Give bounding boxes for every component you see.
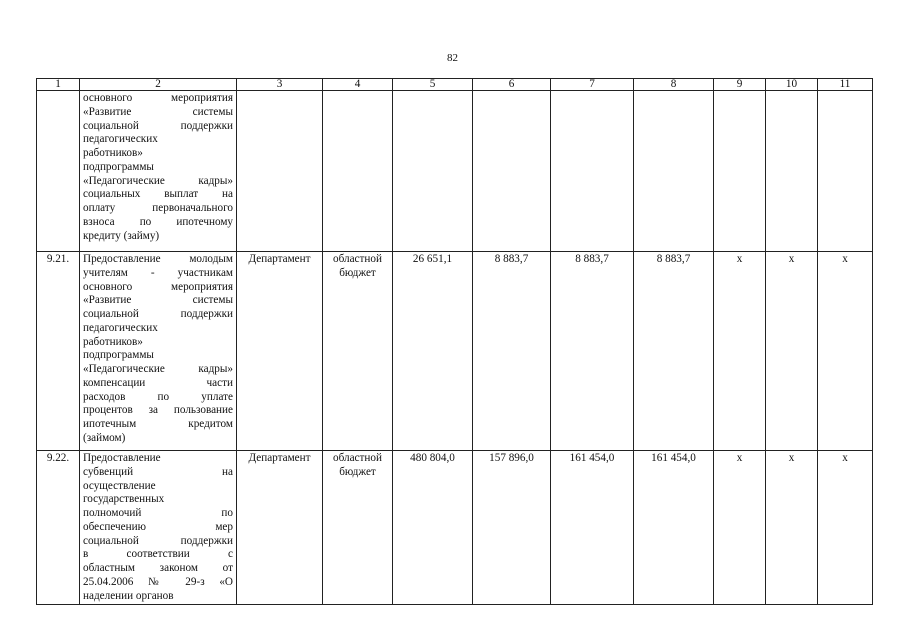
row-number: 9.22. bbox=[37, 451, 80, 605]
event-name-line: государственных bbox=[83, 493, 165, 506]
executor: Департамент bbox=[237, 252, 323, 451]
value-total bbox=[393, 91, 473, 252]
value-col9 bbox=[714, 91, 766, 252]
funding-source: областной бюджет bbox=[323, 252, 393, 451]
event-name-line: педагогических bbox=[83, 321, 158, 334]
event-name-line: «Развитие системы bbox=[83, 294, 233, 307]
event-name-line: социальной поддержки bbox=[83, 534, 233, 547]
table-row bbox=[37, 252, 873, 451]
column-header: 3 bbox=[237, 79, 323, 91]
value-col8 bbox=[634, 91, 714, 252]
event-name-line: (займом) bbox=[83, 431, 126, 444]
value-col6: 157 896,0 bbox=[473, 451, 551, 605]
value-col11: x bbox=[818, 252, 873, 451]
event-name-line: обеспечению мер bbox=[83, 520, 233, 533]
event-name-line: компенсации части bbox=[83, 376, 233, 389]
funding-source: областной бюджет bbox=[323, 451, 393, 605]
event-name-line: кредиту (займу) bbox=[83, 229, 160, 242]
event-name bbox=[80, 252, 237, 451]
event-name-line: работников» bbox=[83, 335, 143, 348]
column-header: 4 bbox=[323, 79, 393, 91]
column-header: 11 bbox=[818, 79, 873, 91]
event-name-line: процентов за пользование bbox=[83, 404, 233, 417]
column-header: 1 bbox=[37, 79, 80, 91]
row-number bbox=[37, 91, 80, 252]
value-total: 26 651,1 bbox=[393, 252, 473, 451]
value-col6: 8 883,7 bbox=[473, 252, 551, 451]
column-header: 6 bbox=[473, 79, 551, 91]
table-row bbox=[37, 91, 873, 252]
column-header: 8 bbox=[634, 79, 714, 91]
event-name-line: «Педагогические кадры» bbox=[83, 174, 233, 187]
value-col9: x bbox=[714, 451, 766, 605]
event-name-line: субвенций на bbox=[83, 465, 233, 478]
value-col10: x bbox=[766, 451, 818, 605]
value-col6 bbox=[473, 91, 551, 252]
value-col9: x bbox=[714, 252, 766, 451]
column-header: 7 bbox=[551, 79, 634, 91]
value-total: 480 804,0 bbox=[393, 451, 473, 605]
event-name-line: оплату первоначального bbox=[83, 202, 233, 215]
event-name-line: социальной поддержки bbox=[83, 119, 233, 132]
event-name-line: подпрограммы bbox=[83, 349, 154, 362]
value-col11: x bbox=[818, 451, 873, 605]
event-name-line: Предоставление bbox=[83, 452, 161, 464]
event-name-line: осуществление bbox=[83, 479, 156, 492]
value-col8: 8 883,7 bbox=[634, 252, 714, 451]
event-name-line: педагогических bbox=[83, 133, 158, 146]
value-col7: 8 883,7 bbox=[551, 252, 634, 451]
event-name-line: «Развитие системы bbox=[83, 105, 233, 118]
table-row bbox=[37, 451, 873, 605]
value-col11 bbox=[818, 91, 873, 252]
executor: Департамент bbox=[237, 451, 323, 605]
budget-table bbox=[36, 78, 873, 605]
value-col7: 161 454,0 bbox=[551, 451, 634, 605]
event-name bbox=[80, 91, 237, 252]
event-name-line: работников» bbox=[83, 147, 143, 160]
event-name-line: социальных выплат на bbox=[83, 188, 233, 201]
value-col8: 161 454,0 bbox=[634, 451, 714, 605]
row-number: 9.21. bbox=[37, 252, 80, 451]
event-name-line: «Педагогические кадры» bbox=[83, 363, 233, 376]
event-name-line: полномочий по bbox=[83, 507, 233, 520]
event-name-line: учителям - участникам bbox=[83, 266, 233, 279]
event-name-line: наделении органов bbox=[83, 589, 174, 602]
event-name-line: 25.04.2006 № 29-з «О bbox=[83, 575, 233, 588]
page-number: 82 bbox=[447, 52, 458, 64]
event-name-line: социальной поддержки bbox=[83, 308, 233, 321]
column-header: 10 bbox=[766, 79, 818, 91]
value-col7 bbox=[551, 91, 634, 252]
column-header: 2 bbox=[80, 79, 237, 91]
event-name-line: основного мероприятия bbox=[83, 280, 233, 293]
event-name-line: расходов по уплате bbox=[83, 390, 233, 403]
event-name-line: Предоставление молодым bbox=[83, 253, 233, 265]
event-name bbox=[80, 451, 237, 605]
event-name-line: подпрограммы bbox=[83, 160, 154, 173]
event-name-line: областным законом от bbox=[83, 562, 233, 575]
value-col10: x bbox=[766, 252, 818, 451]
value-col10 bbox=[766, 91, 818, 252]
funding-source bbox=[323, 91, 393, 252]
event-name-line: основного мероприятия bbox=[83, 92, 233, 104]
event-name-line: в соответствии с bbox=[83, 548, 233, 561]
event-name-line: взноса по ипотечному bbox=[83, 215, 233, 228]
column-header: 9 bbox=[714, 79, 766, 91]
header-row bbox=[37, 79, 873, 91]
executor bbox=[237, 91, 323, 252]
event-name-line: ипотечным кредитом bbox=[83, 418, 233, 431]
column-header: 5 bbox=[393, 79, 473, 91]
